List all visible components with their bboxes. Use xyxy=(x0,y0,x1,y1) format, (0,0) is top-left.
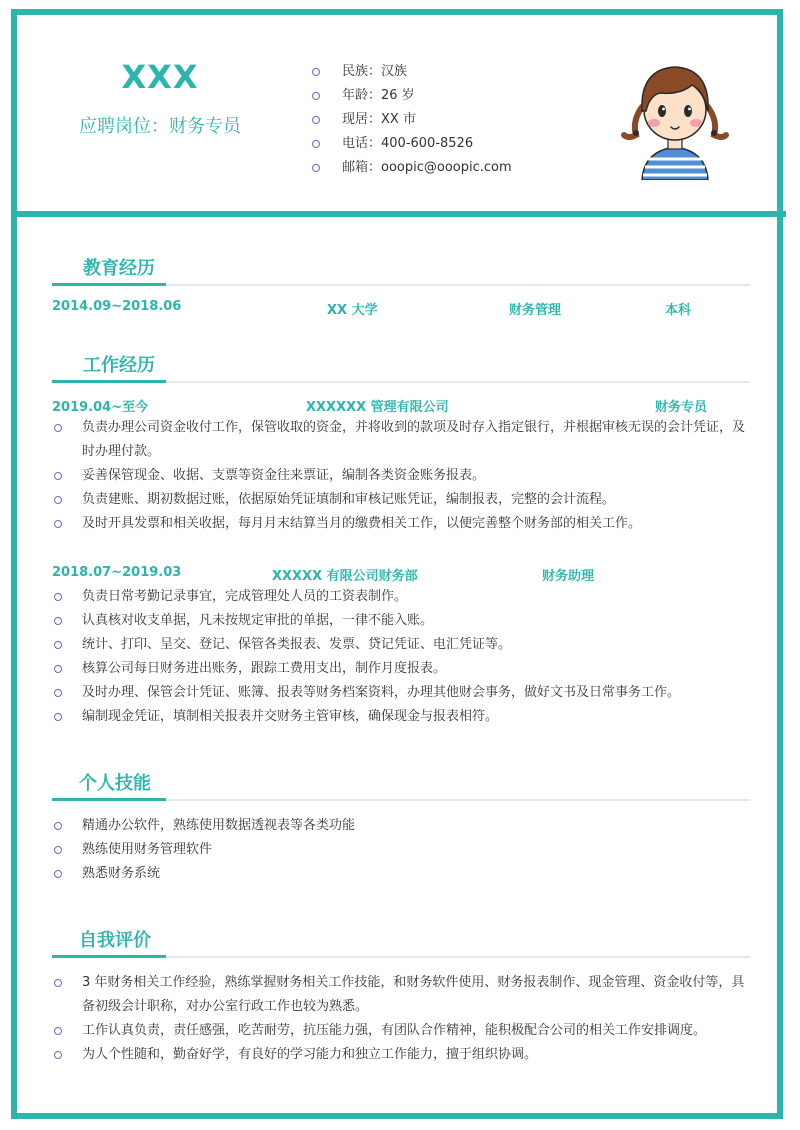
list-item: 精通办公软件，熟练使用数据透视表等各类功能 xyxy=(52,814,752,838)
bullet-icon xyxy=(54,846,62,854)
list-item: 妥善保管现金、收据、支票等资金往来票证，编制各类资金账务报表。 xyxy=(52,464,752,488)
bullet-icon xyxy=(54,689,62,697)
personal-info-list xyxy=(312,60,512,180)
info-item-email: 邮箱：ooopic@ooopic.com xyxy=(312,156,512,180)
list-item: 及时开具发票和相关收据，每月月末结算当月的缴费相关工作，以便完善整个财务部的相关工作。 xyxy=(52,512,752,536)
applied-position: 应聘岗位：财务专员 xyxy=(79,116,241,137)
bullet-icon xyxy=(54,665,62,673)
info-item-ethnicity: 民族：汉族 xyxy=(312,60,512,84)
bullet-icon xyxy=(312,164,320,172)
education-major: 财务管理 xyxy=(509,303,562,318)
job-2-duties xyxy=(52,585,752,729)
bullet-icon xyxy=(54,617,62,625)
candidate-name: XXX xyxy=(121,58,199,96)
job-2-company: XXXXX 有限公司财务部 xyxy=(272,569,418,584)
education-school: XX 大学 xyxy=(327,303,378,318)
job-1-role: 财务专员 xyxy=(655,400,708,415)
list-item: 统计、打印、呈交、登记、保管各类报表、发票、贷记凭证、电汇凭证等。 xyxy=(52,633,752,657)
bullet-icon xyxy=(312,116,320,124)
avatar xyxy=(620,55,730,180)
list-item: 核算公司每日财务进出账务，跟踪工费用支出，制作月度报表。 xyxy=(52,657,752,681)
header-divider xyxy=(14,211,786,217)
education-degree: 本科 xyxy=(665,303,692,318)
education-section-divider xyxy=(52,284,750,286)
education-section-title: 教育经历 xyxy=(83,258,155,279)
job-2-period: 2018.07~2019.03 xyxy=(52,565,182,580)
skills-section-divider xyxy=(52,799,750,801)
work-section-title: 工作经历 xyxy=(83,355,155,376)
bullet-icon xyxy=(54,641,62,649)
bullet-icon xyxy=(54,713,62,721)
info-item-residence: 现居：XX 市 xyxy=(312,108,512,132)
work-section-divider xyxy=(52,381,750,383)
bullet-icon xyxy=(54,870,62,878)
bullet-icon xyxy=(312,92,320,100)
evaluation-section-title: 自我评价 xyxy=(79,930,151,951)
evaluation-section-divider xyxy=(52,956,750,958)
list-item: 熟练使用财务管理软件 xyxy=(52,838,752,862)
skills-section-title: 个人技能 xyxy=(79,773,151,794)
evaluation-list xyxy=(52,971,752,1067)
list-item: 为人个性随和，勤奋好学，有良好的学习能力和独立工作能力，擅于组织协调。 xyxy=(52,1043,752,1067)
job-2-role: 财务助理 xyxy=(542,569,595,584)
skills-list xyxy=(52,814,752,886)
list-item: 负责办理公司资金收付工作，保管收取的资金，并将收到的款项及时存入指定银行，并根据审核无误的会计凭证，及时办理付款。 xyxy=(52,416,752,464)
bullet-icon xyxy=(54,1027,62,1035)
list-item: 及时办理、保管会计凭证、账簿、报表等财务档案资料，办理其他财会事务，做好文书及日常事务工作。 xyxy=(52,681,752,705)
job-1-period: 2019.04~至今 xyxy=(52,400,149,415)
bullet-icon xyxy=(54,496,62,504)
bullet-icon xyxy=(54,1051,62,1059)
bullet-icon xyxy=(54,979,62,987)
bullet-icon xyxy=(54,424,62,432)
bullet-icon xyxy=(54,822,62,830)
info-item-phone: 电话：400-600-8526 xyxy=(312,132,512,156)
list-item: 编制现金凭证，填制相关报表并交财务主管审核，确保现金与报表相符。 xyxy=(52,705,752,729)
job-1-duties xyxy=(52,416,752,536)
list-item: 熟悉财务系统 xyxy=(52,862,752,886)
bullet-icon xyxy=(312,140,320,148)
job-1-company: XXXXXX 管理有限公司 xyxy=(306,400,449,415)
bullet-icon xyxy=(312,68,320,76)
list-item: 负责日常考勤记录事宜，完成管理处人员的工资表制作。 xyxy=(52,585,752,609)
list-item: 3 年财务相关工作经验，熟练掌握财务相关工作技能，和财务软件使用、财务报表制作、现金管理、资金收付等，具备初级会计职称，对办公室行政工作也较为熟悉。 xyxy=(52,971,752,1019)
info-item-age: 年龄：26 岁 xyxy=(312,84,512,108)
education-period: 2014.09~2018.06 xyxy=(52,299,182,314)
list-item: 认真核对收支单据，凡未按规定审批的单据，一律不能入账。 xyxy=(52,609,752,633)
list-item: 工作认真负责，责任感强，吃苦耐劳，抗压能力强，有团队合作精神，能积极配合公司的相关工作安排调度。 xyxy=(52,1019,752,1043)
bullet-icon xyxy=(54,472,62,480)
bullet-icon xyxy=(54,520,62,528)
bullet-icon xyxy=(54,593,62,601)
list-item: 负责建账、期初数据过账，依据原始凭证填制和审核记账凭证，编制报表，完整的会计流程。 xyxy=(52,488,752,512)
